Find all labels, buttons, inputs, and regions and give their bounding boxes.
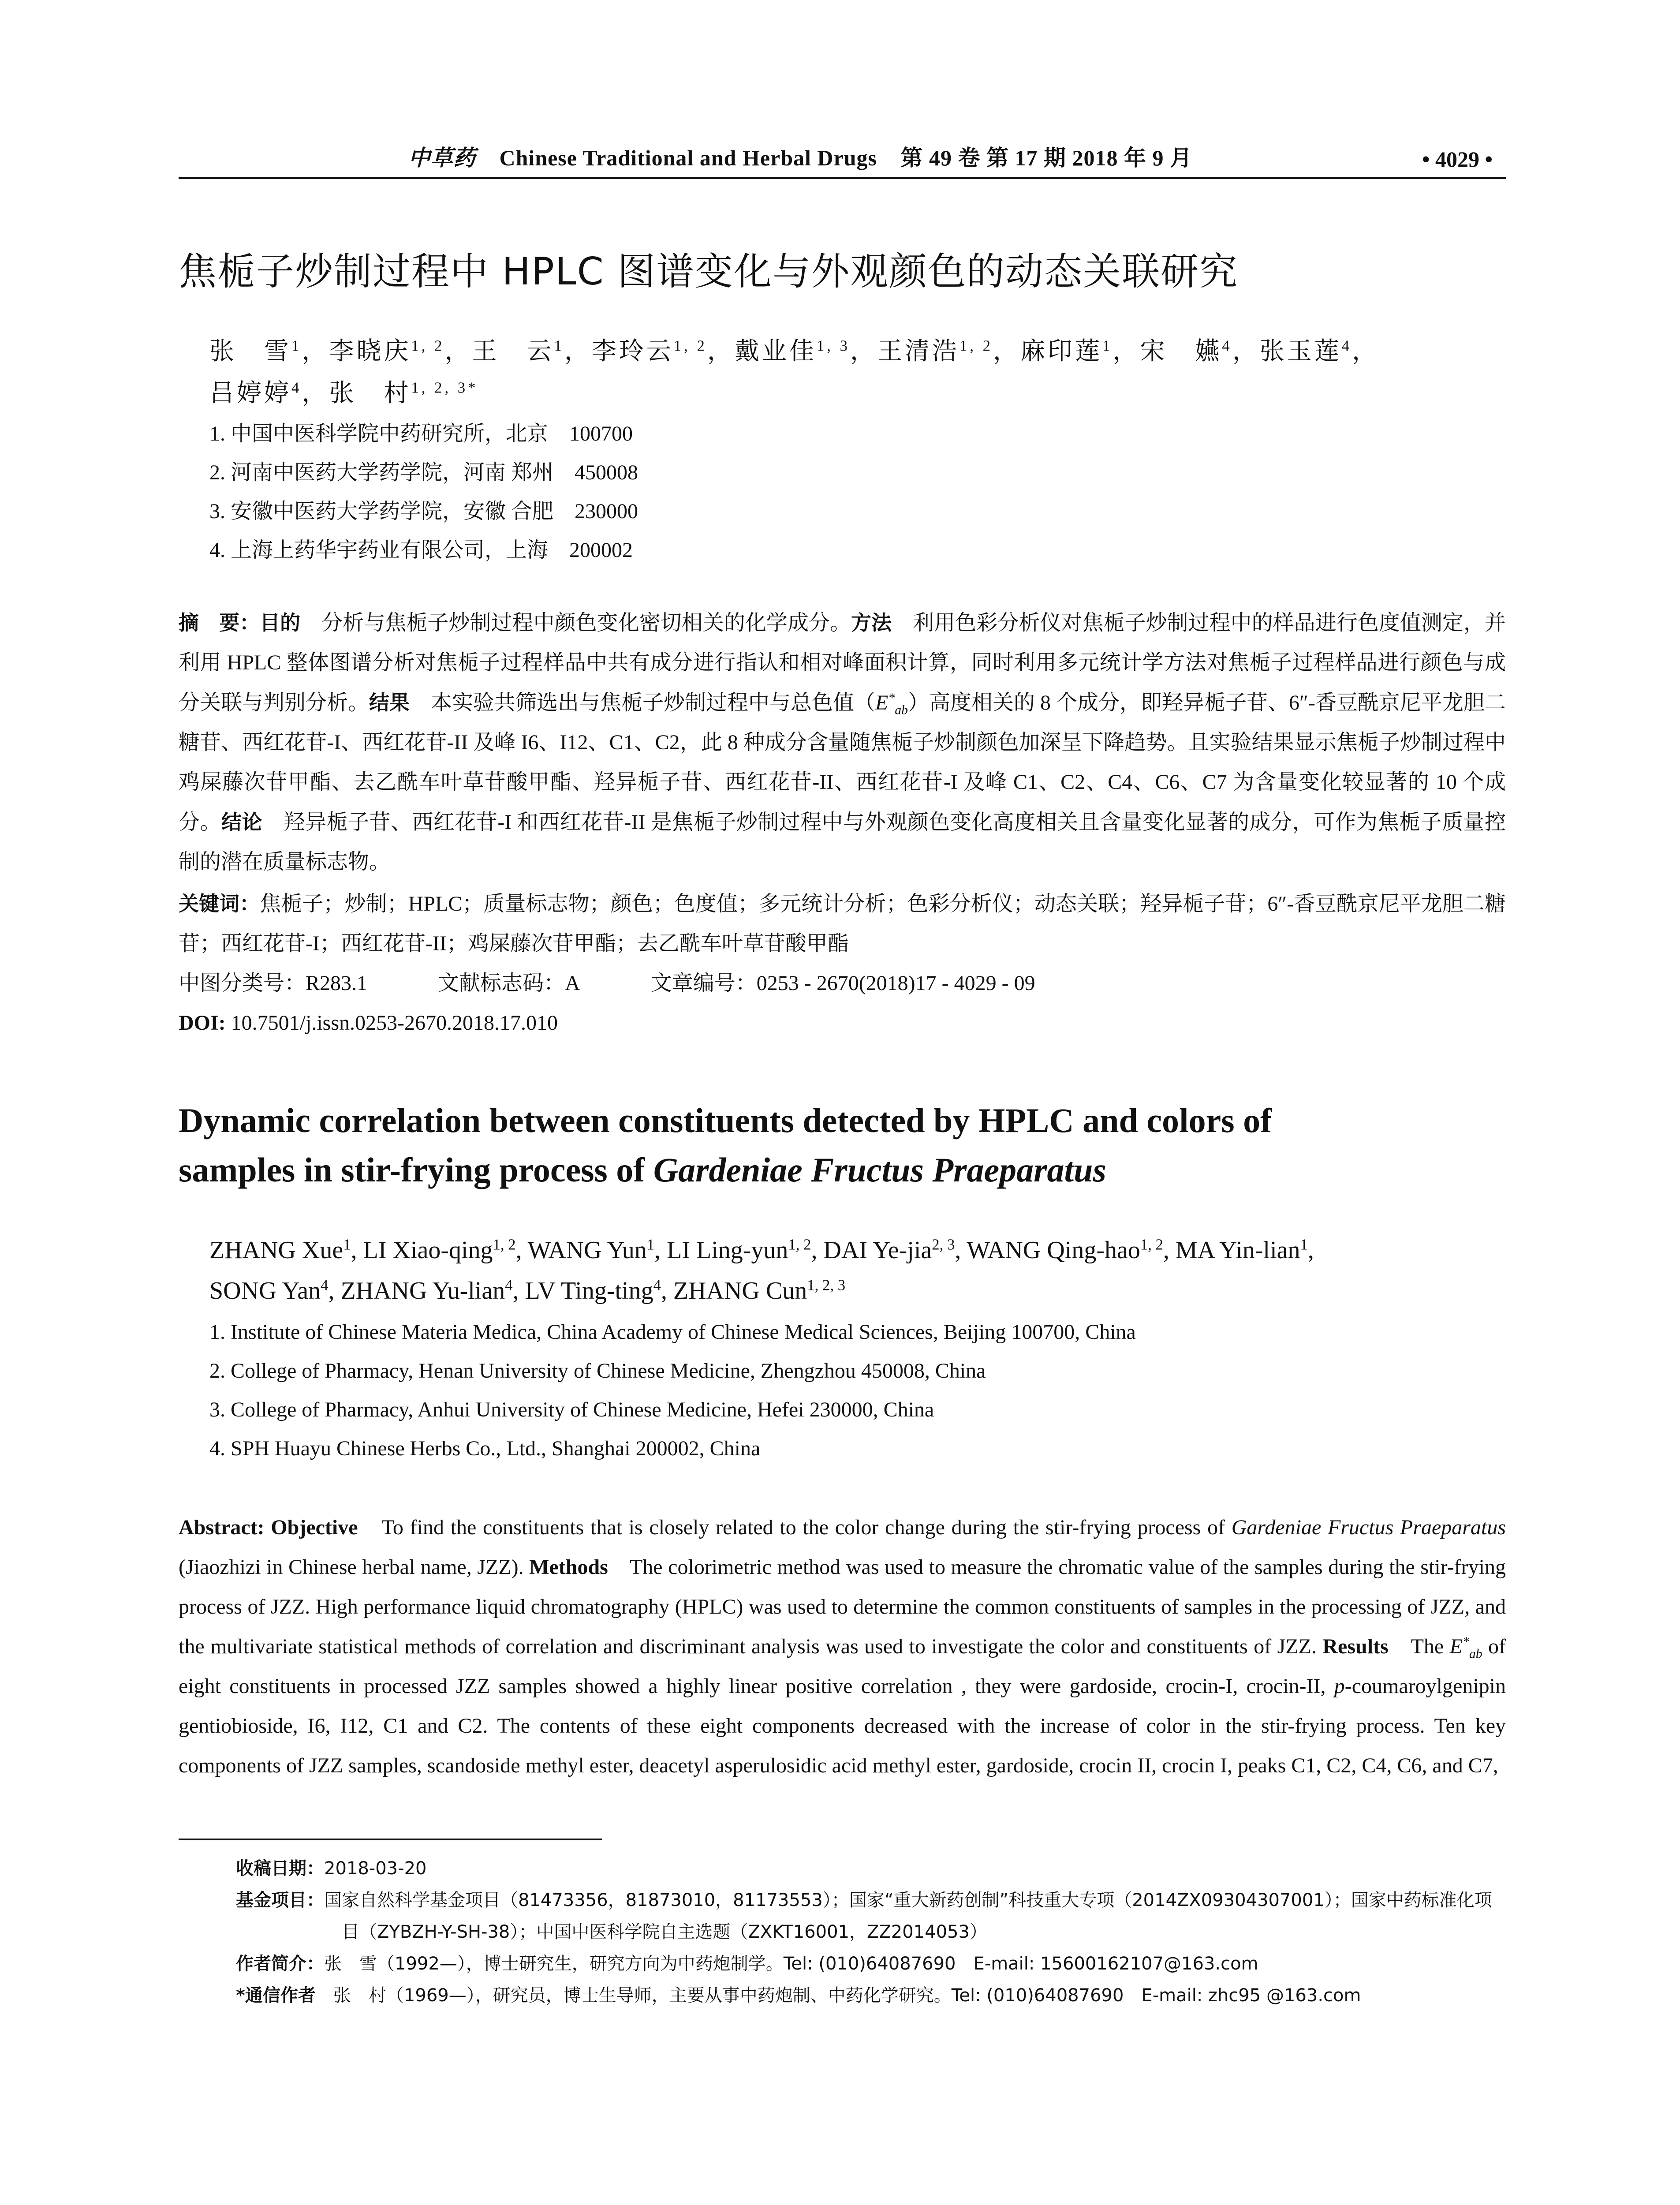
footnote-fund: 基金项目：国家自然科学基金项目（81473356，81873010，81173553）；国家“重大新药创制”科技重大专项（2014ZX09304307001）；国家中药标准化项目（ZYBZH-Y-SH-38）；中国中医科学院自主选题（ZXKT16001，ZZ2014053）: [236, 1890, 1492, 1942]
english-affiliations: [209, 1313, 1506, 1468]
cn-abstract-label: 摘 要：: [179, 611, 260, 635]
en-author: ZHANG Xue$^1$: [209, 1236, 351, 1264]
en-results-label: Results: [1322, 1635, 1389, 1658]
en-author: LI Xiao-qing$^{1, 2}$: [363, 1236, 516, 1264]
en-objective-post: (Jiaozhizi in Chinese herbal name, JZZ).: [179, 1555, 530, 1579]
english-title-line1: Dynamic correlation between constituents detected by HPLC and colors of: [179, 1101, 1272, 1140]
cn-keywords-text: 焦栀子；炒制；HPLC；质量标志物；颜色；色度值；多元统计分析；色彩分析仪；动态关联；羟异栀子苷；6″-香豆酰京尼平龙胆二糖苷；西红花苷-I；西红花苷-II；鸡屎藤次苷甲酯；去乙酰车叶草苷酸甲酯: [179, 892, 1506, 955]
chinese-title: 焦栀子炒制过程中 HPLC 图谱变化与外观颜色的动态关联研究: [179, 250, 1239, 294]
paper-page: [179, 132, 1506, 2011]
cn-results-text-post: ）高度相关的 8 个成分，即羟异栀子苷、6″-香豆酰京尼平龙胆二糖苷、西红花苷-I、西红花苷-II 及峰 I6、I12、C1、C2，此 8 种成分含量随焦栀子炒制颜色加深呈下降趋势。且实验结果显示焦栀子炒制过程中鸡屎藤次苷甲酯、去乙酰车叶草苷酸甲酯、羟异栀子苷、西红花苷-II、西红花苷-I 及峰 C1、C2、C4、C6、C7 为含量变化较显著的 10 个成分。: [179, 691, 1506, 834]
color-symbol: $E^*_{ab}$: [1449, 1634, 1482, 1661]
en-author: DAI Ye-jia$^{2, 3}$: [823, 1236, 955, 1264]
cn-author: 李玲云$^{1, 2}$: [591, 337, 707, 365]
chinese-affiliations: [209, 415, 1506, 570]
cn-author: 张 村$^{1, 2, 3*}$: [329, 379, 478, 407]
en-affiliation: 4. SPH Huayu Chinese Herbs Co., Ltd., Shanghai 200002, China: [209, 1437, 761, 1460]
cn-methods-text: 利用色彩分析仪对焦栀子炒制过程中的样品进行色度值测定，并利用 HPLC 整体图谱分析对焦栀子过程样品中共有成分进行指认和相对峰面积计算，同时利用多元统计学方法对焦栀子过程样品进行颜色与成分关联与判别分析。: [179, 611, 1506, 714]
cn-author: 吕婷婷$^4$: [209, 379, 302, 407]
english-abstract: [179, 1508, 1506, 1786]
doi-line: [179, 1003, 1506, 1043]
cn-author: 戴业佳$^{1, 3}$: [734, 337, 850, 365]
en-abstract-label: Abstract: Objective: [179, 1516, 358, 1539]
cn-conclusion-label: 结论: [221, 810, 262, 834]
cn-results-text-pre: 本实验共筛选出与焦栀子炒制过程中与总色值（: [410, 691, 876, 714]
en-results-pre: The: [1388, 1635, 1450, 1658]
en-results-italic-p: p: [1334, 1674, 1345, 1698]
page-number: • 4029 •: [1422, 147, 1493, 172]
en-affiliation: 3. College of Pharmacy, Anhui University of Chinese Medicine, Hefei 230000, China: [209, 1398, 934, 1421]
journal-header: [179, 132, 1506, 179]
article-number: 文章编号：0253 - 2670(2018)17 - 4029 - 09: [650, 972, 1035, 995]
footnote-author: 作者简介：张 雪（1992—），博士研究生，研究方向为中药炮制学。Tel: (010)64087690 E-mail: 15600162107@163.com: [236, 1954, 1258, 1974]
en-author: LI Ling-yun$^{1, 2}$: [667, 1236, 811, 1264]
journal-issue: 第 49 卷 第 17 期 2018 年 9 月: [900, 146, 1192, 170]
cn-affiliation: 1. 中国中医科学院中药研究所，北京 100700: [209, 422, 633, 445]
clc-code: 中图分类号：R283.1: [179, 972, 368, 995]
en-methods-label: Methods: [529, 1555, 608, 1579]
cn-keywords: [179, 884, 1506, 964]
doi-label: DOI:: [179, 1011, 226, 1035]
english-title-line2: samples in stir-frying process of Gardeniae Fructus Praeparatus: [179, 1151, 1106, 1189]
en-author: ZHANG Cun$^{1, 2, 3}$: [673, 1276, 846, 1304]
document-code: 文献标志码：A: [438, 972, 580, 995]
footnotes: [236, 1853, 1506, 2011]
en-results-mid: of eight constituents in processed JZZ samples showed a highly linear positive correlation , they were gardoside, crocin-I, crocin-II,: [179, 1635, 1506, 1698]
journal-name-cn: 中草药: [408, 146, 476, 170]
cn-affiliation: 4. 上海上药华宇药业有限公司，上海 200002: [209, 538, 633, 562]
cn-conclusion-text: 羟异栀子苷、西红花苷-I 和西红花苷-II 是焦栀子炒制过程中与外观颜色变化高度相关且含量变化显著的成分，可作为焦栀子质量控制的潜在质量标志物。: [179, 811, 1506, 874]
cn-author: 王清浩$^{1, 2}$: [877, 337, 993, 365]
journal-header-center: [179, 140, 1422, 172]
cn-author: 王 云$^1$: [472, 337, 564, 365]
en-results-post: -coumaroylgenipin gentiobioside, I6, I12, C1 and C2. The contents of these eight components decreased with the increase of color in the stir-frying process. Ten key components of JZZ samples, scandoside methyl ester, deacetyl asperulosidic acid methyl ester, gardoside, crocin II, crocin I, peaks C1, C2, C4, C6, and C7,: [179, 1674, 1506, 1777]
en-affiliation: 1. Institute of Chinese Materia Medica, China Academy of Chinese Medical Sciences, Beijing 100700, China: [209, 1320, 1136, 1344]
cn-objective-label: 目的: [260, 611, 301, 635]
cn-objective-text: 分析与焦栀子炒制过程中颜色变化密切相关的化学成分。: [300, 611, 851, 635]
en-author: LV Ting-ting$^4$: [525, 1276, 661, 1304]
cn-author: 张 雪$^1$: [209, 337, 302, 365]
en-author: SONG Yan$^4$: [209, 1276, 329, 1304]
english-title: [179, 1096, 1506, 1195]
en-methods-text: The colorimetric method was used to measure the chromatic value of the samples during the stir-frying process of JZZ. High performance liquid chromatography (HPLC) was used to determine the common constituents of samples in the processing of JZZ, and the multivariate statistical methods of correlation and discriminant analysis was used to investigate the color and constituents of JZZ.: [179, 1555, 1506, 1658]
chinese-abstract: [179, 603, 1506, 964]
cn-affiliation: 2. 河南中医药大学药学院，河南 郑州 450008: [209, 461, 638, 484]
footnote-received: 收稿日期：2018-03-20: [236, 1858, 427, 1879]
cn-keywords-label: 关键词：: [179, 892, 260, 916]
en-author: MA Yin-lian$^1$: [1175, 1236, 1308, 1264]
doi-value[interactable]: 10.7501/j.issn.0253-2670.2018.17.010: [225, 1011, 558, 1035]
cn-affiliation: 3. 安徽中医药大学药学院，安徽 合肥 230000: [209, 500, 638, 523]
cn-results-label: 结果: [369, 691, 410, 714]
color-symbol: $E^*_{ab}$: [875, 691, 908, 718]
en-objective-italic: Gardeniae Fructus Praeparatus: [1231, 1516, 1506, 1539]
en-affiliation: 2. College of Pharmacy, Henan University of Chinese Medicine, Zhengzhou 450008, China: [209, 1359, 986, 1383]
cn-author: 麻印莲$^1$: [1020, 337, 1113, 365]
chinese-authors: 张 雪$^1$，李晓庆$^{1, 2}$，王 云$^1$，李玲云$^{1, 2}$，戴业佳$^{1, 3}$，王清浩$^{1, 2}$，麻印莲$^1$，宋 嬿$^4$，张玉莲$^4$， 吕婷婷$^4$，张 村$^{1, 2, 3*}$: [209, 337, 1380, 407]
cn-author: 李晓庆$^{1, 2}$: [329, 337, 445, 365]
en-objective-pre: To find the constituents that is closely related to the color change during the stir-frying process of: [358, 1516, 1232, 1539]
english-authors: ZHANG Xue$^1$, LI Xiao-qing$^{1, 2}$, WANG Yun$^1$, LI Ling-yun$^{1, 2}$, DAI Ye-jia$^{2, 3}$, WANG Qing-hao$^{1, 2}$, MA Yin-lian$^1$, SONG Yan$^4$, ZHANG Yu-lian$^4$, LV Ting-ting$^4$, ZHANG Cun$^{1, 2, 3}$: [209, 1236, 1314, 1304]
cn-methods-label: 方法: [851, 611, 892, 635]
en-author: WANG Qing-hao$^{1, 2}$: [967, 1236, 1163, 1264]
cn-author: 张玉莲$^4$: [1259, 337, 1352, 365]
classification-line: [179, 964, 1506, 1003]
en-author: ZHANG Yu-lian$^4$: [340, 1276, 513, 1304]
footnote-divider: [179, 1839, 602, 1840]
footnote-corresponding: *通信作者 张 村（1969—），研究员，博士生导师，主要从事中药炮制、中药化学研究。Tel: (010)64087690 E-mail: zhc95 @163.com: [236, 1985, 1361, 2006]
cn-author: 宋 嬿$^4$: [1140, 337, 1232, 365]
en-author: WANG Yun$^1$: [527, 1236, 655, 1264]
journal-name-en: Chinese Traditional and Herbal Drugs: [499, 146, 877, 170]
